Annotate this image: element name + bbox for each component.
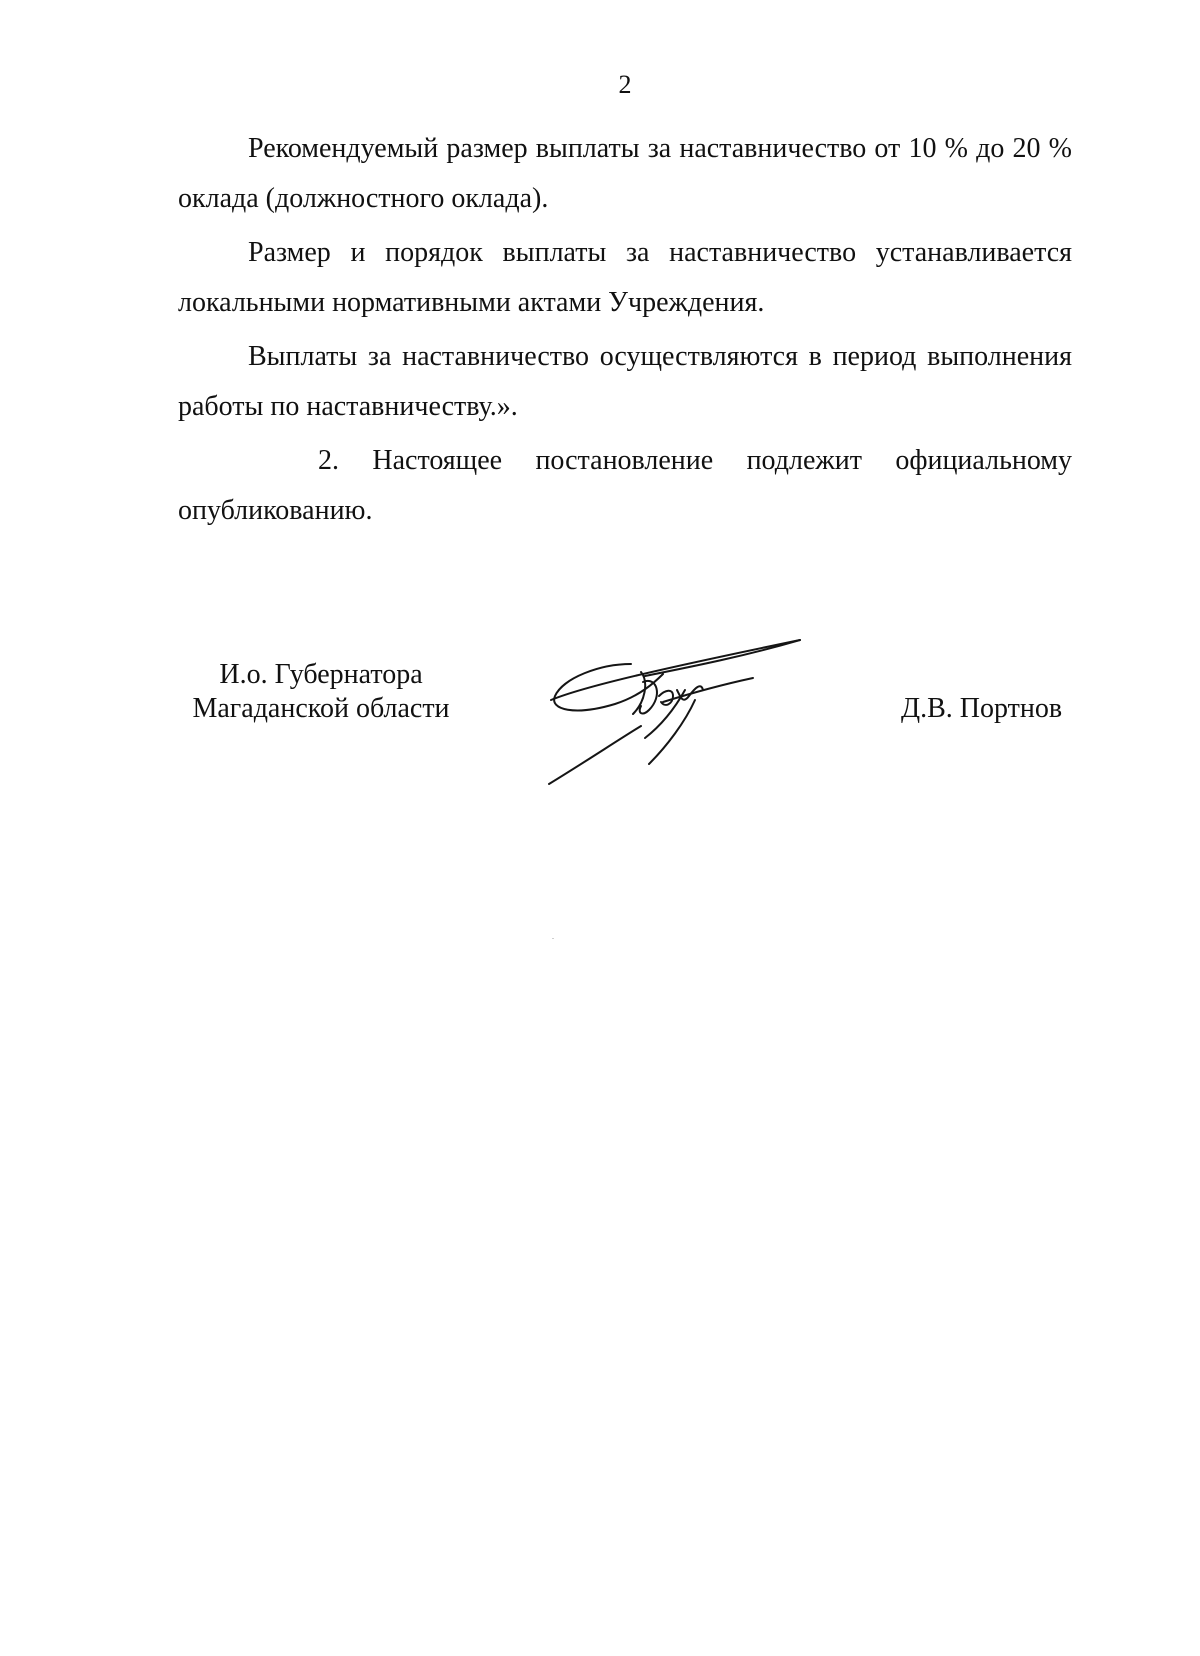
signature-block — [0, 658, 1200, 818]
paragraph-payment-size: Рекомендуемый размер выплаты за наставничество от 10 % до 20 % оклада (должностного оклада). — [178, 133, 1072, 214]
paragraph-payment-period: Выплаты за наставничество осуществляются в период выполнения работы по наставничеству.». — [178, 341, 1072, 422]
position-line-1: И.о. Губернатора — [219, 659, 423, 690]
handwritten-signature — [545, 638, 845, 798]
position-line-2: Магаданской области — [192, 693, 450, 724]
scan-artifact — [552, 938, 554, 939]
signer-name: Д.В. Портнов — [901, 693, 1063, 724]
paragraph-item-2 — [178, 436, 1072, 536]
signer-position — [186, 658, 456, 726]
paragraph-payment-order: Размер и порядок выплаты за наставничество устанавливается локальными нормативными актами Учреждения. — [178, 237, 1072, 318]
page-number: 2 — [618, 70, 632, 99]
document-body — [178, 124, 1072, 540]
item-number: 2. — [318, 445, 339, 476]
item-2-text: Настоящее постановление подлежит официальному опубликованию. — [178, 445, 1073, 526]
